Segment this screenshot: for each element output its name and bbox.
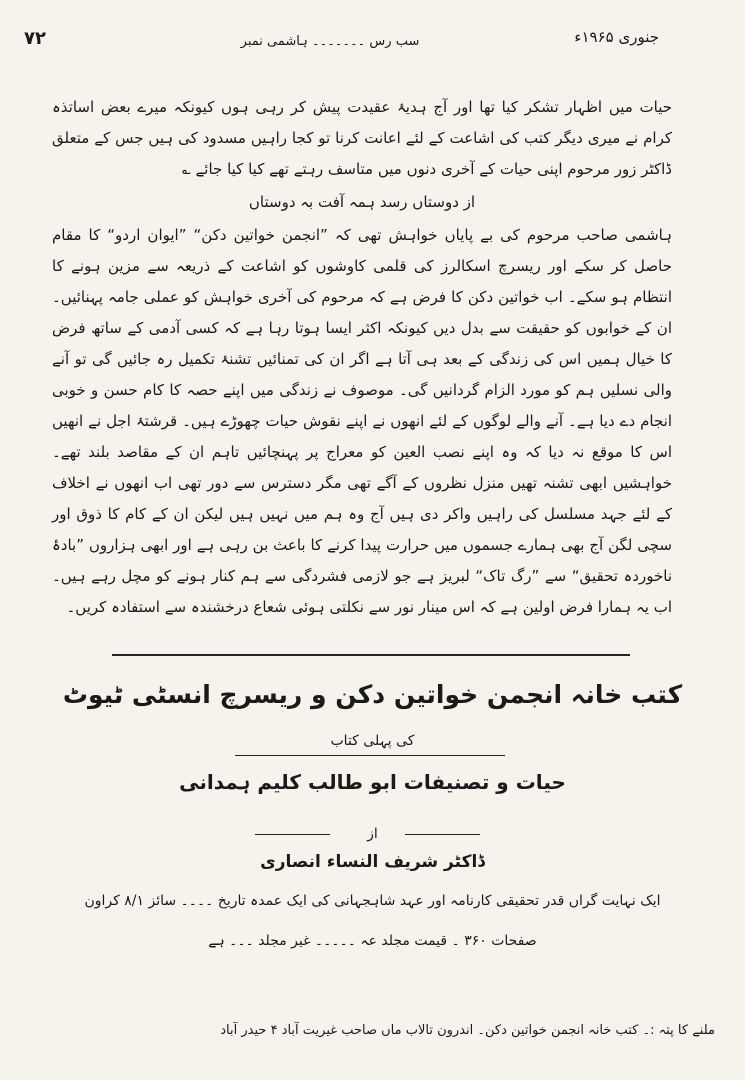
paragraph: حیات میں اظہار تشکر کیا تھا اور آج ہدیۂ عقیدت پیش کر رہی ہوں کیونکہ میرے بعض اساتذہ کرام نے میری دیگر کتب کی اشاعت کے لئے اعانت کرنا تو کجا راہیں مسدود کی ہیں جس کے متعلق ڈاکٹر زور مرحوم اپنی حیات کے آخری دنوں میں متاسف رہتے تھے کیا کیا جائے ؎ [52,98,672,178]
article-body [52,92,672,623]
by-label: از [367,826,378,842]
book-price: صفحات ۳۶۰ ۔ قیمت مجلد عہ ۔۔۔۔۔ غیر مجلد ۔۔۔ ہے [208,933,537,949]
paragraph: ہاشمی صاحب مرحوم کی بے پایاں خواہش تھی کہ ”انجمن خواتین دکن“ ”ایوان اردو“ کا مقام حاصل کر سکے اور ریسرچ اسکالرز کی قلمی کاوشوں کو اشاعت کے ذریعہ سے مزین ہونے کا انتظام ہو سکے۔ اب خواتین دکن کا فرض ہے کہ مرحوم کی آخری خواہش کو عملی جامہ پہنائیں۔ ان کے خوابوں کو حقیقت سے بدل دیں کیونکہ اکثر ایسا ہوتا رہا ہے کہ کسی آدمی کے ساتھ فرض کا خیال ہمیں اس کی زندگی کے بعد ہی آتا ہے اگر ان کی تمنائیں تشنۂ تکمیل رہ جائیں گی تو آنے والی نسلیں ہم کو مورد الزام گردانیں گی۔ موصوف نے زندگی میں اپنے حصہ کا کام حسن و خوبی انجام دے دیا ہے۔ آنے والے لوگوں کے لئے انھوں نے اپنے نقوش حیات چھوڑے ہیں۔ قرشتۂ اجل نے انھیں اس کا موقع نہ دیا کہ وہ اپنے نصب العین کو معراج پر پہنچائیں تاہم ان کے مقاصد بلند تھے۔ خواہشیں ابھی تشنہ تھیں منزل نظروں کے آگے تھی مگر دسترس سے دور تھی اب انھوں نے اخلاف کے لئے جہد مسلسل کی راہیں واکر دی ہیں آج وہ ہم میں نہیں ہیں لیکن ان کے کام کا ذوق اور سچی لگن آج بھی ہمارے جسموں میں حرارت پیدا کرنے کا باعث بن رہی ہے اور ابھی ہزاروں ”بادۂ ناخوردہ تحقیق“ سے ”رگ تاک“ لبریز ہے جو لازمی فشردگی سے ہم کنار ہونے کو مچل رہے ہیں۔ اب یہ ہمارا فرض اولین ہے کہ اس مینار نور سے نکلتی ہوئی شعاع درخشندہ سے استفادہ کریں۔ [52,226,672,616]
page-header [0,28,745,58]
verse-line: از دوستاں رسد ہمہ آفت بہ دوستاں [248,193,476,211]
book-author: ڈاکٹر شریف النساء انصاری [260,852,485,872]
divider [235,755,505,756]
book-description: ایک نہایت گراں قدر تحقیقی کارنامہ اور عہد شاہجہانی کی ایک عمدہ تاریخ ۔۔۔۔ سائز ۸/۱ کراون [84,893,661,909]
issue-date: جنوری ۱۹۶۵ء [574,28,659,46]
page-number: ۷۲ [24,28,46,49]
notice-title: کتب خانہ انجمن خواتین دکن و ریسرچ انسٹی ٹیوٹ [62,680,683,709]
journal-title: سب رس ۔۔۔۔۔۔۔ ہاشمی نمبر [240,34,420,49]
divider [405,834,480,835]
notice-subtitle: کی پہلی کتاب [330,733,415,749]
divider [112,654,630,656]
book-title: حیات و تصنیفات ابو طالب کلیم ہمدانی [179,770,566,794]
contact-address: ملنے کا پتہ :۔ کتب خانہ انجمن خواتین دکن۔ اندرون تالاب ماں صاحب غیریت آباد ۴ حیدر آباد [220,1023,715,1038]
